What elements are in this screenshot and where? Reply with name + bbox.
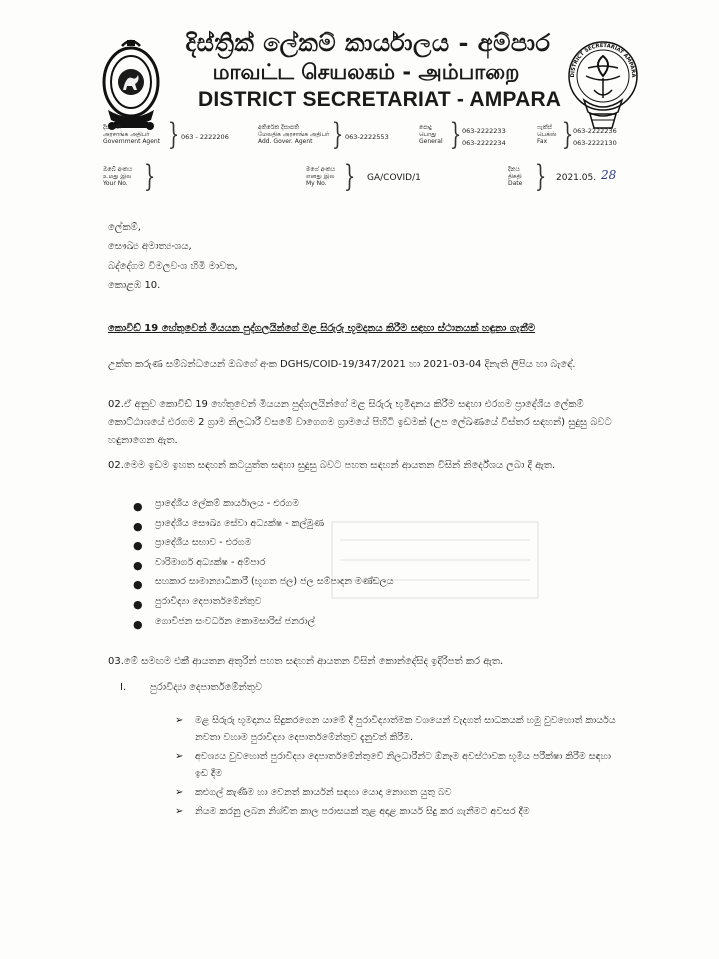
brace: }: [561, 117, 574, 152]
general-phone-1: 063-2222233: [462, 127, 506, 135]
your-no-label: ඔබේ අංකය உமது இல Your No.: [103, 166, 133, 187]
fax-phone-1: 063-2222236: [573, 127, 617, 135]
address-line: සෞඛ්‍ය අමාත්‍යංශය,: [108, 241, 192, 252]
arrow-bullet-icon: ➢: [175, 751, 184, 762]
list-item: ➢ කළුගල් කැණීම හා වෙනත් කාර්යන් සඳහා යොදා නොගත යුතු බව: [175, 784, 620, 801]
bullet-icon: ●: [133, 519, 143, 533]
contact-gov-agent-label: දිසාපති அரசாங்க அதிபர் Government Agent: [103, 124, 161, 145]
bullet-icon: ●: [133, 617, 143, 631]
section-heading: [120, 682, 262, 693]
recommending-institutions-list: [133, 498, 394, 635]
brace: }: [167, 117, 180, 152]
list-item: ➢ නියම කරනු ලබන නිශ්චිත කාල පරාසයක් තුළ අදාළ කාර්ය සිදු කර ගැනීමට අවසර දීම: [175, 803, 620, 820]
national-emblem-icon: [100, 38, 162, 136]
conditions-list: [175, 712, 620, 822]
general-phone-2: 063-2222234: [462, 139, 506, 147]
contact-general-label: පොදු பொது General: [419, 124, 443, 145]
list-item: ➢ මළ සිරුරු භූමදානය සිදුකරගෙන යාමේ දී පුරාවිද්‍යාත්මක වශයෙන් වැදගත් සාධකයක් හමු වුවහොත් කාර්යය නවතා වහාම පුරාවිද්‍යා දෙපාර්තමේන්තුව දැනුවත් කිරීම.: [175, 712, 620, 746]
arrow-bullet-icon: ➢: [175, 715, 184, 726]
brace: }: [449, 117, 462, 152]
bullet-icon: ●: [133, 597, 143, 611]
office-title-sinhala: දිස්ත්‍රික් ලේකම් කාර්යාලය - අම්පාර: [185, 28, 551, 57]
list-item: ● ප්‍රාදේශීය සභාව - එරගම: [133, 537, 252, 553]
district-secretariat-seal-icon: [562, 38, 644, 136]
contact-fax-label: ෆැක්ස් பெக்ஸ் Fax: [537, 124, 557, 145]
office-title-english: DISTRICT SECRETARIAT - AMPARA: [198, 88, 562, 111]
bullet-icon: ●: [133, 558, 143, 572]
handwritten-day: 28: [601, 168, 617, 182]
paragraph-identification: 02.ඒ අනුව කොවිඩ් 19 හේතුවෙන් මියයන පුද්ගලයින්ගේ මළ සිරුරු භූමිදානය කිරීම සඳහා එරගම ප්‍රාදේශීය ලේකම් කොට්ඨාශයේ එරගම 2 ග්‍රාම නිලධාරී වසමේ වාගෙගම ග්‍රාමයේ පිහිටි ඉඩමක් (උප ලේඛණයේ විස්තර සඳහන්) සුදුසු බවට හඳුනාගෙන ඇත.: [108, 399, 612, 446]
section-title: පුරාවිද්‍යා දෙපාර්තමේන්තුව: [150, 682, 263, 693]
list-item: ➢ අවශ්‍යය වුවහොත් පුරාවිද්‍යා දෙපාර්තමේන්තුවේ නිලධාරීන්ට ඕනෑම අවස්ථාවක භූමිය පරීක්ෂා කිරීම සඳහා ඉඩ දීම: [175, 748, 620, 782]
fax-phone-2: 063-2222130: [573, 139, 617, 147]
address-line: කොළඹ 10.: [108, 280, 161, 291]
svg-text:DISTRICT SECRETARIAT AMPARA: [570, 43, 636, 78]
letter-subject: කොවිඩ් 19 හේතුවෙන් මියයන පුද්ගලයින්ගේ මළ සිරුරු භූමදානය කිරීම සඳහා ස්ථානයක් හඳුනා ගැනීම: [108, 323, 536, 334]
contact-add-gov-agent-label: අතිරේක දිසාපති மேலதிக அரசாங்க அதிபர் Add. Gover. Agent: [258, 124, 330, 145]
seal-text: DISTRICT SECRETARIAT AMPARA: [569, 42, 637, 78]
office-title-tamil: மாவட்ட செயலகம் - அம்பாறை: [212, 60, 520, 84]
address-line: බද්දේගම විමලවංශ හිමි මාවත,: [108, 261, 238, 272]
arrow-bullet-icon: ➢: [175, 806, 184, 817]
list-item: ● සහකාර සාමාන්‍යාධිකාරී (භූගත ජල) ජල සම්පාදන මණ්ඩලය: [133, 576, 394, 592]
brace: }: [343, 159, 356, 194]
address-line: ලේකම්,: [108, 222, 141, 233]
paragraph-conditions-intro: 03.මේ සමඟම එකී ආයතන අතුරින් පහත සඳහන් ආයතන විසින් කොන්දේසිද ඉදිරිපත් කර ඇත.: [108, 656, 504, 667]
gov-agent-phone: 063 - 2222206: [181, 133, 229, 141]
list-item: ● ගොවිජන සංවර්ධන කොමසාරිස් ජනරාල්: [133, 615, 315, 631]
list-item: ● ප්‍රාදේශීය සෞඛ්‍ය සේවා අධ්‍යක්ෂ - කල්මුණ: [133, 517, 325, 533]
my-no-value: GA/COVID/1: [367, 173, 421, 183]
bullet-icon: ●: [133, 539, 143, 553]
section-number: I.: [120, 682, 127, 693]
add-gov-agent-phone: 063-2222553: [345, 133, 389, 141]
list-item: ● පුරාවිද්‍යා දෙපාර්තමේන්තුව: [133, 595, 262, 611]
paragraph-reference: උක්ත කරුණ සම්බන්ධයෙන් ඔබගේ අංක DGHS/COID-19/347/2021 හා 2021-03-04 දිනැති ලිපිය හා බැඳේ.: [108, 359, 576, 370]
date-label: දිනය திகதி Date: [508, 166, 523, 187]
bullet-icon: ●: [133, 578, 143, 592]
arrow-bullet-icon: ➢: [175, 787, 184, 798]
brace: }: [534, 159, 547, 194]
date-value: 2021.05.: [556, 173, 597, 183]
brace: }: [331, 117, 344, 152]
list-item: ● වාරිමාර්ග අධ්‍යක්ෂ - අම්පාර: [133, 556, 266, 572]
list-item: ● ප්‍රාදේශීය ලේකම් කාර්යාලය - එරගම: [133, 498, 300, 513]
brace: }: [143, 159, 156, 194]
paragraph-recommendation: 02.මෙම ඉඩම ඉහත සඳහන් කටයුත්ත සඳහා සුදුසු බවට පහත සඳහන් ආයතන විසින් නිර්දේශය ලබා දී ඇත.: [108, 460, 556, 471]
bullet-icon: ●: [133, 500, 143, 513]
my-no-label: මගේ අංකය எனது இல My No.: [306, 166, 336, 187]
